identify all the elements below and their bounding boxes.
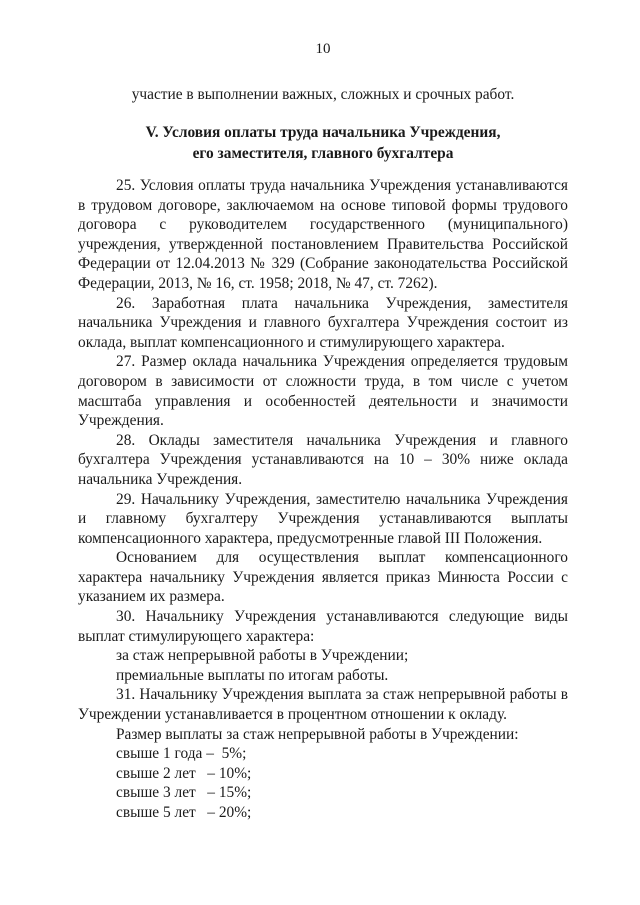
paragraph-29-basis: Основанием для осуществления выплат компенсационного характера начальнику Учреждения является приказ Минюста России с указанием их размера. (78, 549, 568, 606)
paragraph-29: 29. Начальнику Учреждения, заместителю начальника Учреждения и главному бухгалтеру Учреждения устанавливаются выплаты компенсационного характера, предусмотренные главой III Положения. (78, 490, 568, 547)
paragraph-26: 26. Заработная плата начальника Учреждения, заместителя начальника Учреждения и главного бухгалтера Учреждения состоит из оклада, выплат компенсационного и стимулирующего характера. (78, 294, 568, 351)
seniority-rate-item: свыше 3 лет – 15%; (116, 784, 252, 802)
seniority-rate-item: свыше 2 лет – 10%; (116, 764, 252, 782)
seniority-rate-item: свыше 1 года – 5%; (116, 745, 247, 763)
paragraph-27: 27. Размер оклада начальника Учреждения определяется трудовым договором в зависимости от сложности труда, в том числе с учетом масштаба управления и особенностей деятельности и значимости Учреждения. (78, 353, 568, 430)
paragraph-30: 30. Начальнику Учреждения устанавливаются следующие виды выплат стимулирующего характера: (78, 608, 568, 645)
paragraph-30-item-1: за стаж непрерывной работы в Учреждении; (116, 647, 409, 665)
paragraph-25: 25. Условия оплаты труда начальника Учреждения устанавливаются в трудовом договоре, заключаемом на основе типовой формы трудового договора с руководителем государственного (муниципального) учреждения, утвержденной постановлением Правительства Российской Федерации от 12.04.2013 № 329 (Собрание законодательства Российской Федерации, 2013, № 16, ст. 1958; 2018, № 47, ст. 7262). (78, 177, 568, 292)
seniority-rate-item: свыше 5 лет – 20%; (116, 804, 252, 821)
lead-line: участие в выполнении важных, сложных и срочных работ. (131, 86, 515, 103)
paragraph-31: 31. Начальнику Учреждения выплата за стаж непрерывной работы в Учреждении устанавливается в процентном отношении к окладу. (78, 686, 568, 724)
paragraph-30-item-2: премиальные выплаты по итогам работы. (116, 666, 389, 684)
paragraph-31-intro: Размер выплаты за стаж непрерывной работы в Учреждении: (116, 725, 519, 743)
section-heading (78, 122, 568, 164)
section-heading-line-1: V. Условия оплаты труда начальника Учреждения, (145, 124, 501, 141)
page-number: 10 (315, 41, 331, 57)
paragraph-28: 28. Оклады заместителя начальника Учреждения и главного бухгалтера Учреждения устанавливаются на 10 – 30% ниже оклада начальника Учреждения. (78, 431, 568, 488)
document-body (78, 176, 568, 823)
section-heading-line-2: его заместителя, главного бухгалтера (192, 145, 454, 162)
